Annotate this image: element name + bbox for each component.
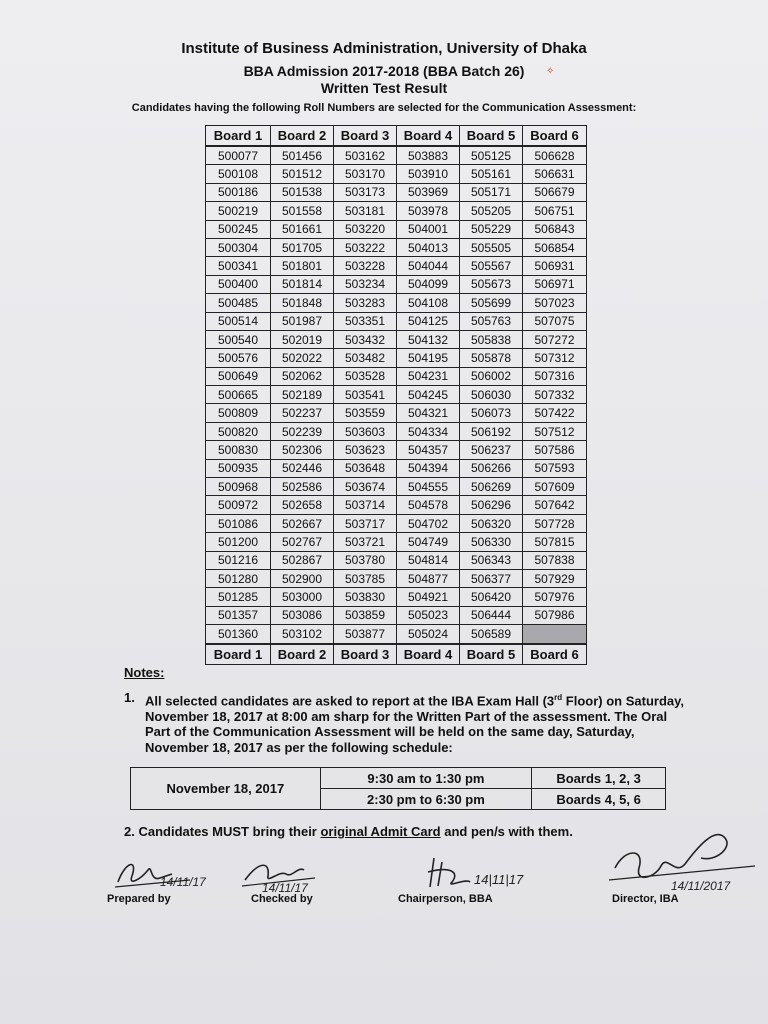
svg-text:14/11/17: 14/11/17 bbox=[160, 875, 206, 889]
roll-number-cell: 502189 bbox=[271, 386, 334, 404]
roll-number-cell: 503000 bbox=[271, 588, 334, 606]
roll-number-cell: 504749 bbox=[397, 533, 460, 551]
board-footer: Board 3 bbox=[334, 644, 397, 665]
roll-number-cell: 500820 bbox=[206, 422, 271, 440]
table-row bbox=[206, 625, 587, 644]
table-row bbox=[206, 330, 587, 348]
roll-number-cell: 506420 bbox=[460, 588, 523, 606]
schedule-time: 2:30 pm to 6:30 pm bbox=[320, 789, 532, 810]
roll-number-cell: 500219 bbox=[206, 202, 271, 220]
roll-number-cell: 506330 bbox=[460, 533, 523, 551]
roll-number-cell: 501200 bbox=[206, 533, 271, 551]
roll-number-cell: 506589 bbox=[460, 625, 523, 644]
table-row bbox=[206, 404, 587, 422]
roll-number-cell: 503086 bbox=[271, 606, 334, 624]
chairperson-signature bbox=[420, 852, 540, 897]
roll-number-cell: 500400 bbox=[206, 275, 271, 293]
roll-number-cell: 501285 bbox=[206, 588, 271, 606]
roll-number-cell: 503222 bbox=[334, 238, 397, 256]
roll-number-cell: 501705 bbox=[271, 238, 334, 256]
roll-number-cell: 504099 bbox=[397, 275, 460, 293]
roll-number-cell: 504702 bbox=[397, 514, 460, 532]
roll-number-cell: 501216 bbox=[206, 551, 271, 569]
roll-number-cell: 506631 bbox=[523, 165, 587, 183]
roll-number-cell: 503674 bbox=[334, 478, 397, 496]
roll-number-cell: 502237 bbox=[271, 404, 334, 422]
roll-number-cell: 501512 bbox=[271, 165, 334, 183]
roll-number-cell: 504334 bbox=[397, 422, 460, 440]
roll-number-cell: 500514 bbox=[206, 312, 271, 330]
roll-number-cell: 507642 bbox=[523, 496, 587, 514]
roll-number-cell: 503830 bbox=[334, 588, 397, 606]
roll-number-cell: 505125 bbox=[460, 146, 523, 165]
roll-number-cell: 507593 bbox=[523, 459, 587, 477]
roll-number-cell: 501801 bbox=[271, 257, 334, 275]
roll-number-cell: 503482 bbox=[334, 349, 397, 367]
roll-number-cell: 505205 bbox=[460, 202, 523, 220]
roll-number-cell: 503541 bbox=[334, 386, 397, 404]
roll-number-cell: 503234 bbox=[334, 275, 397, 293]
roll-number-cell: 500485 bbox=[206, 294, 271, 312]
roll-number-cell: 505567 bbox=[460, 257, 523, 275]
roll-number-cell: 501987 bbox=[271, 312, 334, 330]
roll-number-cell bbox=[523, 625, 587, 644]
roll-number-cell: 507609 bbox=[523, 478, 587, 496]
roll-number-cell: 504195 bbox=[397, 349, 460, 367]
schedule-row bbox=[131, 768, 666, 789]
roll-number-cell: 501357 bbox=[206, 606, 271, 624]
checked-by-label: Checked by bbox=[251, 893, 313, 905]
admission-title: BBA Admission 2017-2018 (BBA Batch 26) bbox=[243, 63, 525, 79]
director-signature bbox=[605, 828, 765, 898]
roll-number-cell: 507312 bbox=[523, 349, 587, 367]
roll-number-cell: 502022 bbox=[271, 349, 334, 367]
roll-number-cell: 507815 bbox=[523, 533, 587, 551]
roll-number-cell: 501661 bbox=[271, 220, 334, 238]
table-row bbox=[206, 606, 587, 624]
roll-number-cell: 504132 bbox=[397, 330, 460, 348]
roll-number-cell: 505838 bbox=[460, 330, 523, 348]
roll-number-cell: 503351 bbox=[334, 312, 397, 330]
board-footer: Board 5 bbox=[460, 644, 523, 665]
roll-number-cell: 507929 bbox=[523, 569, 587, 587]
roll-number-cell: 502658 bbox=[271, 496, 334, 514]
roll-number-cell: 501086 bbox=[206, 514, 271, 532]
roll-number-cell: 501360 bbox=[206, 625, 271, 644]
roll-number-cell: 503910 bbox=[397, 165, 460, 183]
roll-number-cell: 506237 bbox=[460, 441, 523, 459]
roll-number-cell: 504044 bbox=[397, 257, 460, 275]
table-row bbox=[206, 312, 587, 330]
note-2-underlined: original Admit Card bbox=[320, 824, 441, 839]
director-label: Director, IBA bbox=[612, 893, 679, 905]
roll-number-cell: 506843 bbox=[523, 220, 587, 238]
roll-number-cell: 506628 bbox=[523, 146, 587, 165]
note-1-number: 1. bbox=[124, 690, 135, 705]
roll-number-cell: 503559 bbox=[334, 404, 397, 422]
svg-text:14|11|17: 14|11|17 bbox=[474, 872, 524, 887]
note-1-text-a: All selected candidates are asked to report at the IBA Exam Hall (3 bbox=[145, 693, 555, 709]
roll-number-cell: 507316 bbox=[523, 367, 587, 385]
table-row bbox=[206, 551, 587, 569]
schedule-date: November 18, 2017 bbox=[131, 768, 321, 810]
table-row bbox=[206, 367, 587, 385]
roll-number-cell: 503170 bbox=[334, 165, 397, 183]
roll-number-cell: 504108 bbox=[397, 294, 460, 312]
roll-number-cell: 505505 bbox=[460, 238, 523, 256]
roll-number-cell: 500830 bbox=[206, 441, 271, 459]
roll-number-cell: 507075 bbox=[523, 312, 587, 330]
note-2 bbox=[124, 824, 573, 839]
table-row bbox=[206, 257, 587, 275]
board-header: Board 1 bbox=[206, 126, 271, 147]
roll-number-cell: 500935 bbox=[206, 459, 271, 477]
roll-number-cell: 506854 bbox=[523, 238, 587, 256]
schedule-time: 9:30 am to 1:30 pm bbox=[320, 768, 532, 789]
roll-number-cell: 505023 bbox=[397, 606, 460, 624]
table-row bbox=[206, 514, 587, 532]
board-header: Board 5 bbox=[460, 126, 523, 147]
roll-number-cell: 503623 bbox=[334, 441, 397, 459]
roll-number-cell: 505699 bbox=[460, 294, 523, 312]
roll-number-cell: 504394 bbox=[397, 459, 460, 477]
roll-number-cell: 504231 bbox=[397, 367, 460, 385]
roll-number-cell: 502900 bbox=[271, 569, 334, 587]
board-footer: Board 2 bbox=[271, 644, 334, 665]
roll-number-cell: 501280 bbox=[206, 569, 271, 587]
roll-number-cell: 504555 bbox=[397, 478, 460, 496]
roll-number-cell: 502446 bbox=[271, 459, 334, 477]
roll-number-cell: 503181 bbox=[334, 202, 397, 220]
roll-number-cell: 500341 bbox=[206, 257, 271, 275]
intro-text: Candidates having the following Roll Numbers are selected for the Communication Assessment: bbox=[131, 102, 637, 114]
roll-number-cell: 507586 bbox=[523, 441, 587, 459]
svg-text:14/11/2017: 14/11/2017 bbox=[671, 879, 731, 893]
chairperson-label: Chairperson, BBA bbox=[398, 893, 493, 905]
board-footer: Board 1 bbox=[206, 644, 271, 665]
table-row bbox=[206, 441, 587, 459]
table-row bbox=[206, 588, 587, 606]
roll-number-cell: 501558 bbox=[271, 202, 334, 220]
roll-number-cell: 500304 bbox=[206, 238, 271, 256]
roll-number-cell: 500186 bbox=[206, 183, 271, 201]
roll-number-cell: 501848 bbox=[271, 294, 334, 312]
note-1-text-b: Floor) on Saturday, November 18, 2017 at 8:00 am sharp for the Written Part of the assessment. The Oral Part of the Communication Assessment will be held on the same day, Saturday, November 18, 2017 as per the following schedule: bbox=[145, 693, 684, 755]
roll-number-cell: 503220 bbox=[334, 220, 397, 238]
roll-number-cell: 507986 bbox=[523, 606, 587, 624]
roll-number-cell: 506002 bbox=[460, 367, 523, 385]
roll-number-cell: 505171 bbox=[460, 183, 523, 201]
svg-text:14/11/17: 14/11/17 bbox=[262, 881, 308, 895]
table-row bbox=[206, 422, 587, 440]
roll-number-cell: 503714 bbox=[334, 496, 397, 514]
roll-number-cell: 506320 bbox=[460, 514, 523, 532]
roll-number-cell: 504814 bbox=[397, 551, 460, 569]
roll-number-cell: 502767 bbox=[271, 533, 334, 551]
roll-number-cell: 502062 bbox=[271, 367, 334, 385]
roll-number-cell: 506269 bbox=[460, 478, 523, 496]
roll-number-cell: 503102 bbox=[271, 625, 334, 644]
roll-number-cell: 502019 bbox=[271, 330, 334, 348]
table-row bbox=[206, 220, 587, 238]
roll-number-cell: 503432 bbox=[334, 330, 397, 348]
prepared-by-label: Prepared by bbox=[107, 893, 171, 905]
roll-number-cell: 503528 bbox=[334, 367, 397, 385]
result-title: Written Test Result bbox=[320, 80, 448, 96]
schedule-boards: Boards 1, 2, 3 bbox=[532, 768, 666, 789]
table-row bbox=[206, 459, 587, 477]
roll-number-cell: 501814 bbox=[271, 275, 334, 293]
roll-number-cell: 503717 bbox=[334, 514, 397, 532]
roll-number-cell: 503173 bbox=[334, 183, 397, 201]
roll-number-cell: 504877 bbox=[397, 569, 460, 587]
table-row bbox=[206, 533, 587, 551]
roll-number-cell: 506931 bbox=[523, 257, 587, 275]
board-header: Board 6 bbox=[523, 126, 587, 147]
roll-number-cell: 507332 bbox=[523, 386, 587, 404]
roll-number-cell: 503780 bbox=[334, 551, 397, 569]
roll-number-cell: 500540 bbox=[206, 330, 271, 348]
roll-number-cell: 506377 bbox=[460, 569, 523, 587]
roll-number-cell: 503978 bbox=[397, 202, 460, 220]
roll-number-cell: 504013 bbox=[397, 238, 460, 256]
checked-signature bbox=[240, 852, 340, 897]
roll-number-cell: 500809 bbox=[206, 404, 271, 422]
roll-number-cell: 503283 bbox=[334, 294, 397, 312]
roll-number-cell: 500108 bbox=[206, 165, 271, 183]
roll-number-cell: 505763 bbox=[460, 312, 523, 330]
note-1-sup: rd bbox=[554, 693, 563, 702]
schedule-table bbox=[130, 767, 666, 810]
roll-number-cell: 502586 bbox=[271, 478, 334, 496]
roll-number-cell: 500077 bbox=[206, 146, 271, 165]
roll-number-cell: 506030 bbox=[460, 386, 523, 404]
roll-number-cell: 503721 bbox=[334, 533, 397, 551]
table-row bbox=[206, 386, 587, 404]
roll-number-cell: 506679 bbox=[523, 183, 587, 201]
board-header: Board 2 bbox=[271, 126, 334, 147]
roll-number-cell: 506073 bbox=[460, 404, 523, 422]
roll-number-cell: 506751 bbox=[523, 202, 587, 220]
roll-number-cell: 503859 bbox=[334, 606, 397, 624]
roll-number-cell: 507422 bbox=[523, 404, 587, 422]
roll-number-cell: 507512 bbox=[523, 422, 587, 440]
roll-number-cell: 503883 bbox=[397, 146, 460, 165]
roll-number-cell: 505229 bbox=[460, 220, 523, 238]
table-row bbox=[206, 275, 587, 293]
roll-number-cell: 500245 bbox=[206, 220, 271, 238]
roll-number-cell: 503877 bbox=[334, 625, 397, 644]
roll-number-cell: 502239 bbox=[271, 422, 334, 440]
roll-numbers-table bbox=[205, 125, 587, 665]
board-header: Board 3 bbox=[334, 126, 397, 147]
pen-mark: ✧ bbox=[546, 66, 555, 77]
roll-number-cell: 505161 bbox=[460, 165, 523, 183]
roll-number-cell: 501456 bbox=[271, 146, 334, 165]
roll-number-cell: 500649 bbox=[206, 367, 271, 385]
roll-number-cell: 507023 bbox=[523, 294, 587, 312]
table-row bbox=[206, 238, 587, 256]
board-header: Board 4 bbox=[397, 126, 460, 147]
roll-number-cell: 504921 bbox=[397, 588, 460, 606]
board-footer: Board 4 bbox=[397, 644, 460, 665]
roll-number-cell: 507272 bbox=[523, 330, 587, 348]
roll-number-cell: 506266 bbox=[460, 459, 523, 477]
roll-number-cell: 506343 bbox=[460, 551, 523, 569]
roll-number-cell: 500968 bbox=[206, 478, 271, 496]
table-row bbox=[206, 478, 587, 496]
roll-number-cell: 502667 bbox=[271, 514, 334, 532]
table-row bbox=[206, 165, 587, 183]
roll-number-cell: 503969 bbox=[397, 183, 460, 201]
table-row bbox=[206, 202, 587, 220]
roll-number-cell: 500665 bbox=[206, 386, 271, 404]
roll-number-cell: 505878 bbox=[460, 349, 523, 367]
schedule-boards: Boards 4, 5, 6 bbox=[532, 789, 666, 810]
note-2-text-b: and pen/s with them. bbox=[440, 824, 573, 839]
note-2-text-a: Candidates MUST bring their bbox=[138, 824, 321, 839]
roll-number-cell: 500972 bbox=[206, 496, 271, 514]
roll-number-cell: 503228 bbox=[334, 257, 397, 275]
roll-number-cell: 504578 bbox=[397, 496, 460, 514]
roll-number-cell: 507838 bbox=[523, 551, 587, 569]
roll-number-cell: 503603 bbox=[334, 422, 397, 440]
roll-number-cell: 504321 bbox=[397, 404, 460, 422]
roll-number-cell: 506296 bbox=[460, 496, 523, 514]
roll-number-cell: 504357 bbox=[397, 441, 460, 459]
roll-number-cell: 506192 bbox=[460, 422, 523, 440]
roll-number-cell: 503162 bbox=[334, 146, 397, 165]
roll-number-cell: 503785 bbox=[334, 569, 397, 587]
roll-number-cell: 500576 bbox=[206, 349, 271, 367]
roll-number-cell: 505673 bbox=[460, 275, 523, 293]
roll-number-cell: 507728 bbox=[523, 514, 587, 532]
roll-number-cell: 502867 bbox=[271, 551, 334, 569]
table-row bbox=[206, 294, 587, 312]
institute-title: Institute of Business Administration, University of Dhaka bbox=[181, 40, 587, 57]
roll-number-cell: 505024 bbox=[397, 625, 460, 644]
roll-number-cell: 506971 bbox=[523, 275, 587, 293]
prepared-signature bbox=[110, 852, 210, 897]
table-row bbox=[206, 496, 587, 514]
board-footer: Board 6 bbox=[523, 644, 587, 665]
note-1 bbox=[124, 690, 684, 755]
table-row bbox=[206, 349, 587, 367]
roll-number-cell: 507976 bbox=[523, 588, 587, 606]
roll-number-cell: 504245 bbox=[397, 386, 460, 404]
roll-number-cell: 504001 bbox=[397, 220, 460, 238]
roll-number-cell: 502306 bbox=[271, 441, 334, 459]
note-1-text bbox=[145, 690, 684, 755]
notes-heading: Notes: bbox=[124, 665, 165, 680]
roll-number-cell: 504125 bbox=[397, 312, 460, 330]
roll-number-cell: 506444 bbox=[460, 606, 523, 624]
note-2-number: 2. bbox=[124, 824, 135, 839]
table-row bbox=[206, 183, 587, 201]
roll-number-cell: 503648 bbox=[334, 459, 397, 477]
table-row bbox=[206, 569, 587, 587]
roll-number-cell: 501538 bbox=[271, 183, 334, 201]
table-row bbox=[206, 146, 587, 165]
